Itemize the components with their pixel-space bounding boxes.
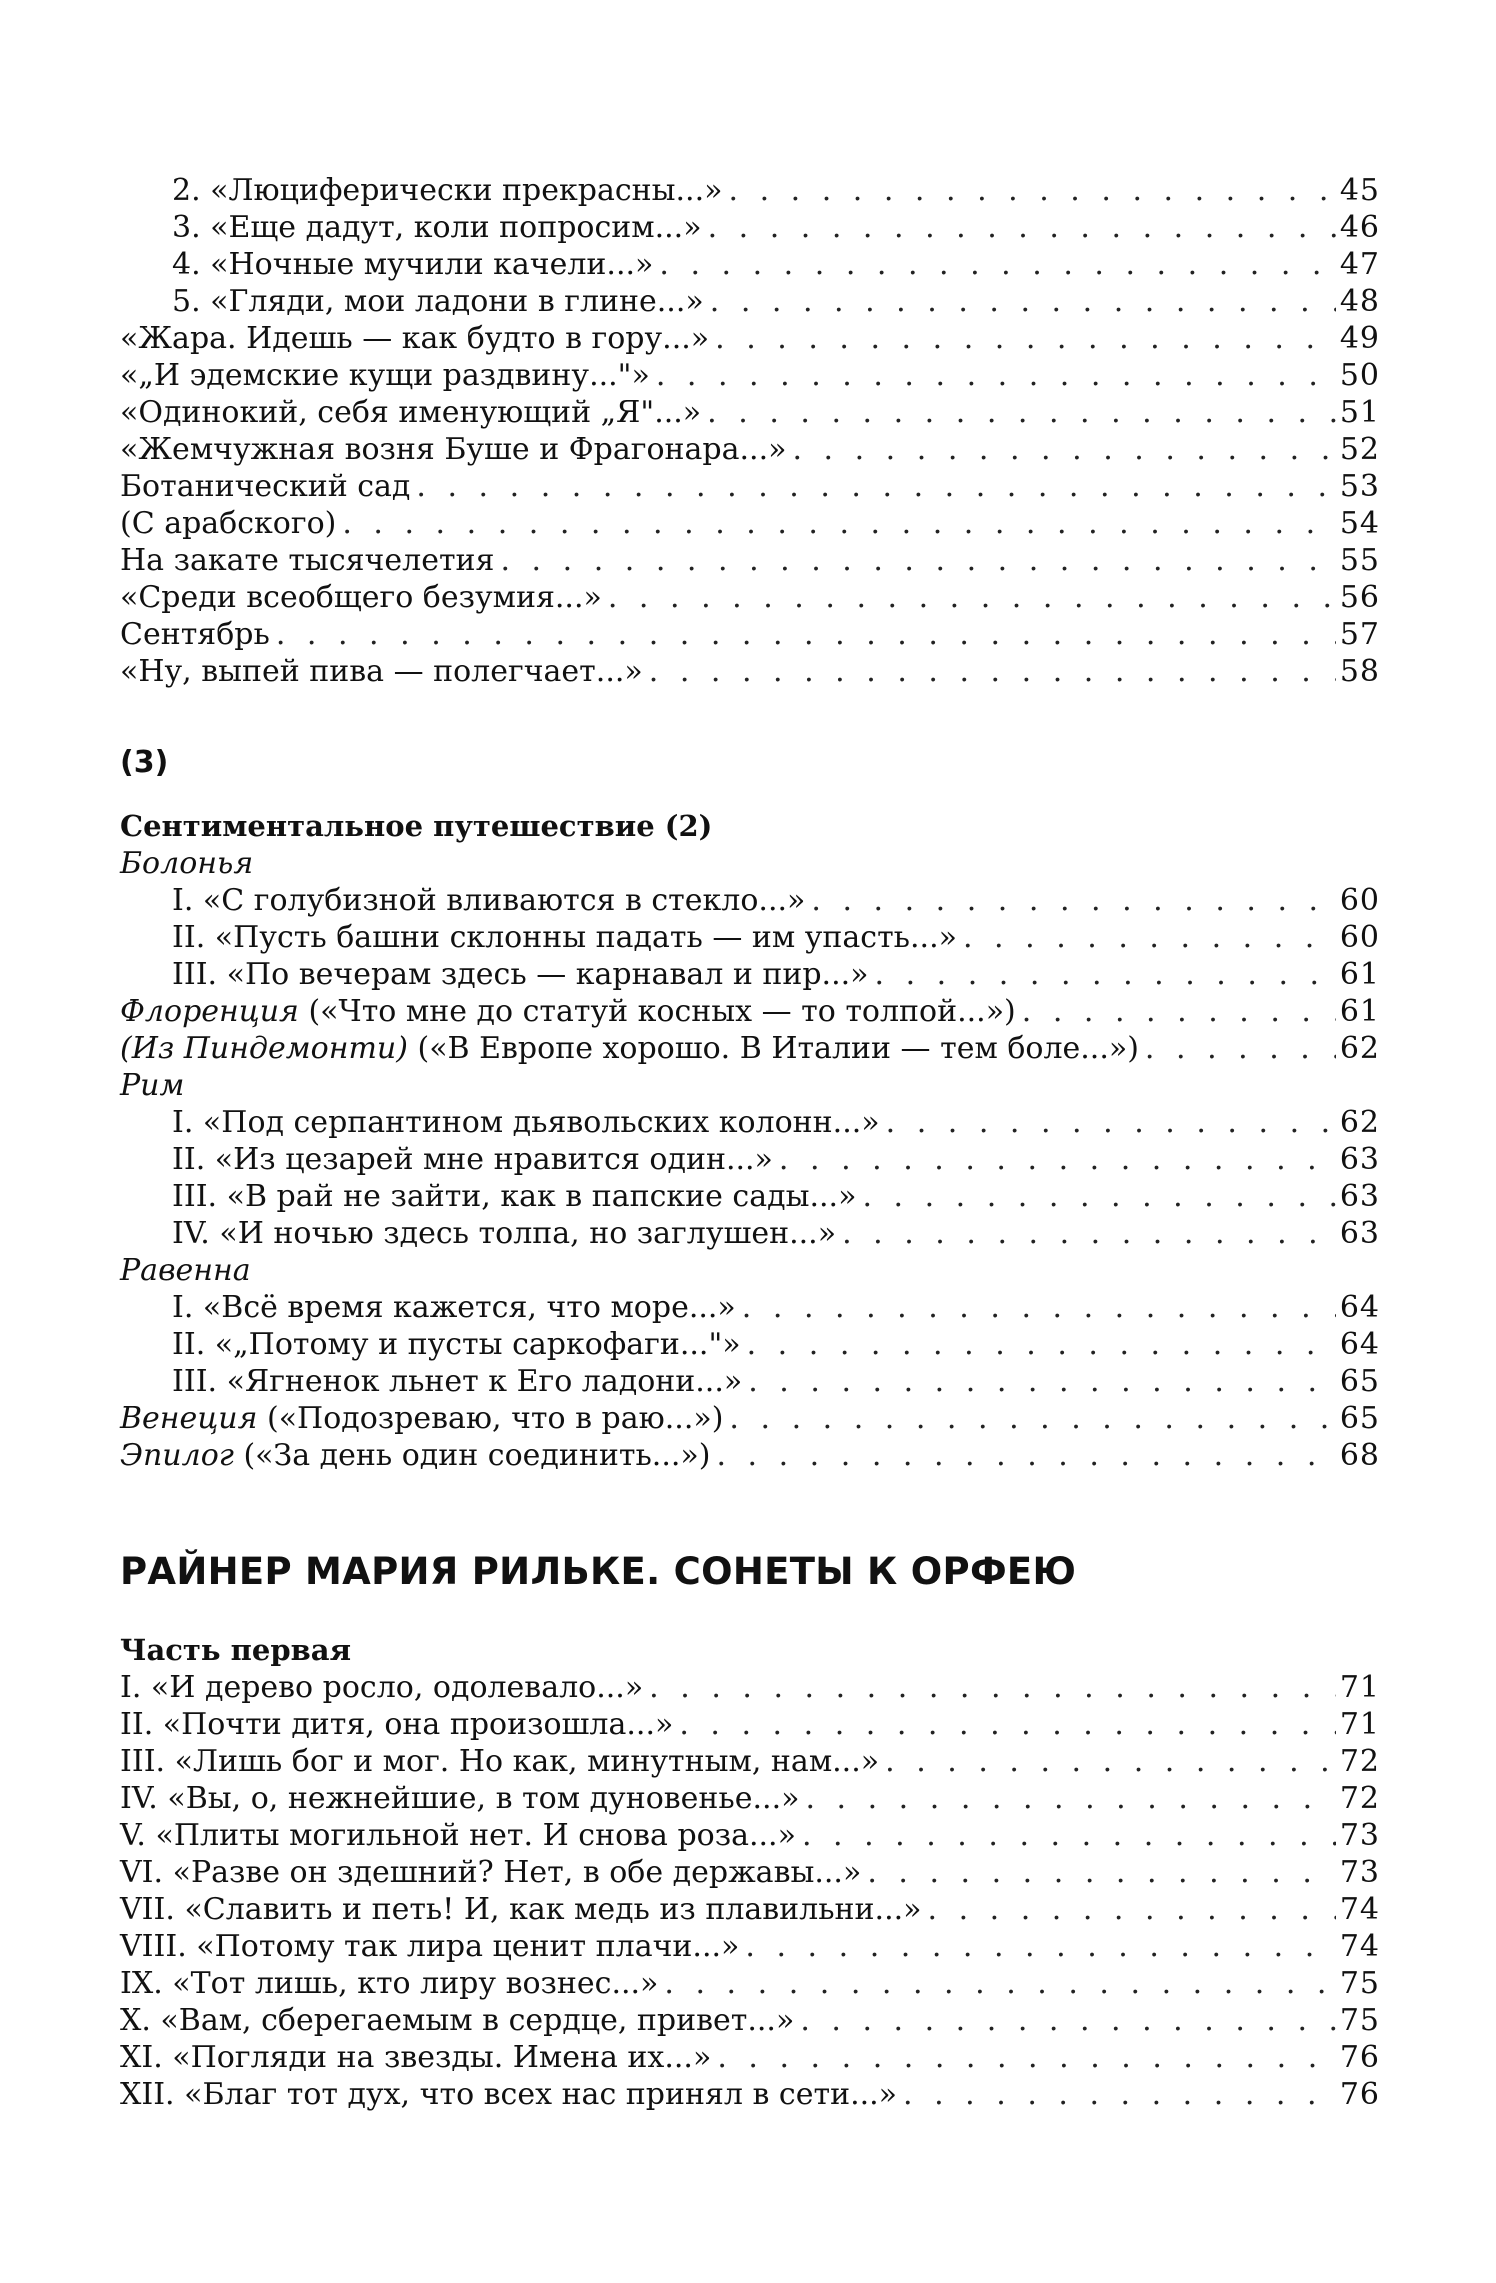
entry-title: XI. «Погляди на звезды. Имена их...»	[120, 2040, 712, 2075]
entry-title: III. «По вечерам здесь — карнавал и пир...»	[172, 957, 869, 992]
page-number: 49	[1339, 321, 1380, 356]
page-number: 65	[1339, 1364, 1380, 1399]
entry-title: IV. «И ночью здесь толпа, но заглушен...»	[172, 1216, 837, 1251]
toc-entry	[120, 993, 1380, 1030]
entry-title: II. «„Потому и пусты саркофаги..."»	[172, 1327, 741, 1362]
entry-title: III. «Ягненок льнет к Его ладони...»	[172, 1364, 743, 1399]
leader-dots	[794, 2002, 1336, 2039]
leader-dots	[704, 283, 1336, 320]
leader-dots	[658, 1965, 1336, 2002]
toc-entry	[120, 1437, 1380, 1474]
page-number: 51	[1339, 395, 1380, 430]
entry-title: «Одинокий, себя именующий „Я"...»	[120, 395, 702, 430]
entry-title: IX. «Тот лишь, кто лиру вознес...»	[120, 1966, 659, 2001]
page-number: 54	[1339, 506, 1380, 541]
leader-dots	[711, 2039, 1336, 2076]
page-number: 50	[1339, 358, 1380, 393]
entry-title: «Жемчужная возня Буше и Фрагонара...»	[120, 432, 787, 467]
entry-title: X. «Вам, сберегаемым в сердце, привет...»	[120, 2003, 795, 2038]
leader-dots	[270, 616, 1336, 653]
toc-entry	[120, 653, 1380, 690]
page-number: 72	[1339, 1781, 1380, 1816]
entry-title: I. «С голубизной вливаются в стекло...»	[172, 883, 806, 918]
toc-entry	[120, 1928, 1380, 1965]
toc-entry	[172, 919, 1380, 956]
place-label: Эпилог	[120, 1438, 234, 1473]
toc-entry	[120, 2039, 1380, 2076]
section-number: (3)	[120, 745, 169, 780]
place-label: Равенна	[120, 1253, 251, 1288]
place-label: (Из Пиндемонти)	[120, 1031, 408, 1066]
entry-title: 3. «Еще дадут, коли попросим...»	[172, 210, 702, 245]
toc-entry	[172, 1178, 1380, 1215]
entry-title: V. «Плиты могильной нет. И снова роза...»	[120, 1818, 796, 1853]
leader-dots	[861, 1854, 1336, 1891]
leader-dots	[1139, 1030, 1336, 1067]
page-number: 76	[1339, 2040, 1380, 2075]
leader-dots	[799, 1780, 1336, 1817]
toc-entry	[172, 882, 1380, 919]
entry-title: 5. «Гляди, мои ладони в глине...»	[172, 284, 704, 319]
leader-dots	[336, 505, 1336, 542]
toc-entry	[120, 357, 1380, 394]
entry-title: («Подозреваю, что в раю...»)	[266, 1401, 724, 1436]
leader-dots	[879, 1743, 1336, 1780]
page-number: 73	[1339, 1855, 1380, 1890]
page-number: 61	[1339, 957, 1380, 992]
leader-dots	[494, 542, 1336, 579]
page-number: 46	[1339, 210, 1380, 245]
entry-title: 2. «Люциферически прекрасны...»	[172, 173, 723, 208]
entry-title: «Ну, выпей пива — полегчает...»	[120, 654, 643, 689]
leader-dots	[643, 1669, 1336, 1706]
leader-dots	[710, 1437, 1336, 1474]
leader-dots	[653, 246, 1336, 283]
toc-entry	[172, 1215, 1380, 1252]
leader-dots	[805, 882, 1336, 919]
leader-dots	[786, 431, 1336, 468]
leader-dots	[739, 1928, 1336, 1965]
toc-entry	[120, 1669, 1380, 1706]
place-label: Венеция	[120, 1401, 258, 1436]
toc-entry	[120, 1400, 1380, 1437]
entry-title: II. «Из цезарей мне нравится один...»	[172, 1142, 773, 1177]
toc-entry	[120, 579, 1380, 616]
page-number: 71	[1339, 1707, 1380, 1742]
page-number: 47	[1339, 247, 1380, 282]
leader-dots	[736, 1289, 1336, 1326]
leader-dots	[836, 1215, 1336, 1252]
toc-entry	[172, 1289, 1380, 1326]
place-label: Рим	[120, 1068, 185, 1103]
leader-dots	[741, 1326, 1336, 1363]
place-label: Болонья	[120, 846, 254, 881]
page-number: 56	[1339, 580, 1380, 615]
entry-title: II. «Пусть башни склонны падать — им упасть...»	[172, 920, 957, 955]
page-number: 61	[1339, 994, 1380, 1029]
entry-title: («Что мне до статуй косных — то толпой...»)	[308, 994, 1016, 1029]
toc-entry	[120, 1706, 1380, 1743]
entry-title: I. «И дерево росло, одолевало...»	[120, 1670, 644, 1705]
leader-dots	[723, 172, 1337, 209]
entry-title: «Среди всеобщего безумия...»	[120, 580, 602, 615]
page-number: 65	[1339, 1401, 1380, 1436]
leader-dots	[701, 394, 1336, 431]
leader-dots	[410, 468, 1336, 505]
toc-entry	[172, 209, 1380, 246]
leader-dots	[880, 1104, 1336, 1141]
page-number: 57	[1339, 617, 1380, 652]
toc-entry	[120, 1743, 1380, 1780]
section-title: РАЙНЕР МАРИЯ РИЛЬКЕ. СОНЕТЫ К ОРФЕЮ	[120, 1550, 1077, 1593]
toc-entry	[120, 320, 1380, 357]
page-number: 75	[1339, 1966, 1380, 2001]
toc-entry	[120, 1965, 1380, 2002]
page-number: 68	[1339, 1438, 1380, 1473]
leader-dots	[773, 1141, 1336, 1178]
entry-title: VI. «Разве он здешний? Нет, в обе державы...»	[120, 1855, 862, 1890]
section-heading: Сентиментальное путешествие (2)	[120, 809, 713, 843]
toc-entry	[120, 1030, 1380, 1067]
leader-dots	[673, 1706, 1336, 1743]
page-number: 63	[1339, 1179, 1380, 1214]
entry-title: XII. «Благ тот дух, что всех нас принял в сети...»	[120, 2077, 898, 2112]
page-number: 52	[1339, 432, 1380, 467]
entry-title: 4. «Ночные мучили качели...»	[172, 247, 654, 282]
leader-dots	[922, 1891, 1337, 1928]
toc-entry	[120, 1891, 1380, 1928]
toc-entry	[172, 172, 1380, 209]
entry-title: («За день один соединить...»)	[243, 1438, 711, 1473]
toc-entry	[120, 505, 1380, 542]
entry-title: VII. «Славить и петь! И, как медь из плавильни...»	[120, 1892, 922, 1927]
leader-dots	[723, 1400, 1336, 1437]
toc-entry	[120, 2002, 1380, 2039]
toc-entry	[120, 616, 1380, 653]
entry-title: Ботанический сад	[120, 469, 411, 504]
place-label: Флоренция	[120, 994, 299, 1029]
entry-title: «Жара. Идешь — как будто в гору...»	[120, 321, 710, 356]
toc-entry	[172, 1141, 1380, 1178]
leader-dots	[650, 357, 1336, 394]
toc-entry	[120, 468, 1380, 505]
leader-dots	[796, 1817, 1336, 1854]
toc-entry	[120, 1854, 1380, 1891]
page-number: 62	[1339, 1105, 1380, 1140]
leader-dots	[869, 956, 1336, 993]
leader-dots	[957, 919, 1336, 956]
entry-title: I. «Под серпантином дьявольских колонн...»	[172, 1105, 880, 1140]
entry-title: III. «В рай не зайти, как в папские сады...»	[172, 1179, 857, 1214]
toc-entry	[120, 2076, 1380, 2113]
page-number: 60	[1339, 920, 1380, 955]
entry-title: Сентябрь	[120, 617, 270, 652]
leader-dots	[742, 1363, 1336, 1400]
toc-entry	[172, 956, 1380, 993]
page-number: 45	[1339, 173, 1380, 208]
part-heading: Часть первая	[120, 1633, 351, 1667]
page-number: 55	[1339, 543, 1380, 578]
leader-dots	[702, 209, 1336, 246]
entry-title: II. «Почти дитя, она произошла...»	[120, 1707, 674, 1742]
toc-entry	[120, 431, 1380, 468]
entry-title: I. «Всё время кажется, что море...»	[172, 1290, 736, 1325]
entry-title: (С арабского)	[120, 506, 337, 541]
page-number: 76	[1339, 2077, 1380, 2112]
toc-entry	[120, 394, 1380, 431]
leader-dots	[897, 2076, 1336, 2113]
leader-dots	[602, 579, 1336, 616]
page-number: 74	[1339, 1929, 1380, 1964]
page-number: 73	[1339, 1818, 1380, 1853]
page-number: 64	[1339, 1327, 1380, 1362]
toc-entry	[172, 283, 1380, 320]
toc-entry	[172, 246, 1380, 283]
entry-title: III. «Лишь бог и мог. Но как, минутным, нам...»	[120, 1744, 880, 1779]
toc-entry	[120, 542, 1380, 579]
toc-entry	[172, 1363, 1380, 1400]
page-number: 60	[1339, 883, 1380, 918]
leader-dots	[709, 320, 1336, 357]
leader-dots	[1016, 993, 1336, 1030]
page-number: 63	[1339, 1142, 1380, 1177]
page-number: 71	[1339, 1670, 1380, 1705]
page-number: 48	[1339, 284, 1380, 319]
entry-title: («В Европе хорошо. В Италии — тем боле...»)	[417, 1031, 1139, 1066]
page-number: 72	[1339, 1744, 1380, 1779]
entry-title: «„И эдемские кущи раздвину..."»	[120, 358, 650, 393]
page-number: 74	[1339, 1892, 1380, 1927]
page-number: 53	[1339, 469, 1380, 504]
page-number: 75	[1339, 2003, 1380, 2038]
leader-dots	[856, 1178, 1336, 1215]
page-number: 64	[1339, 1290, 1380, 1325]
page-number: 62	[1339, 1031, 1380, 1066]
leader-dots	[643, 653, 1336, 690]
entry-title: На закате тысячелетия	[120, 543, 495, 578]
toc-entry	[172, 1104, 1380, 1141]
page-number: 58	[1339, 654, 1380, 689]
entry-title: VIII. «Потому так лира ценит плачи...»	[120, 1929, 740, 1964]
toc-entry	[120, 1780, 1380, 1817]
toc-entry	[120, 1817, 1380, 1854]
entry-title: IV. «Вы, о, нежнейшие, в том дуновенье...»	[120, 1781, 800, 1816]
toc-entry	[172, 1326, 1380, 1363]
page-number: 63	[1339, 1216, 1380, 1251]
